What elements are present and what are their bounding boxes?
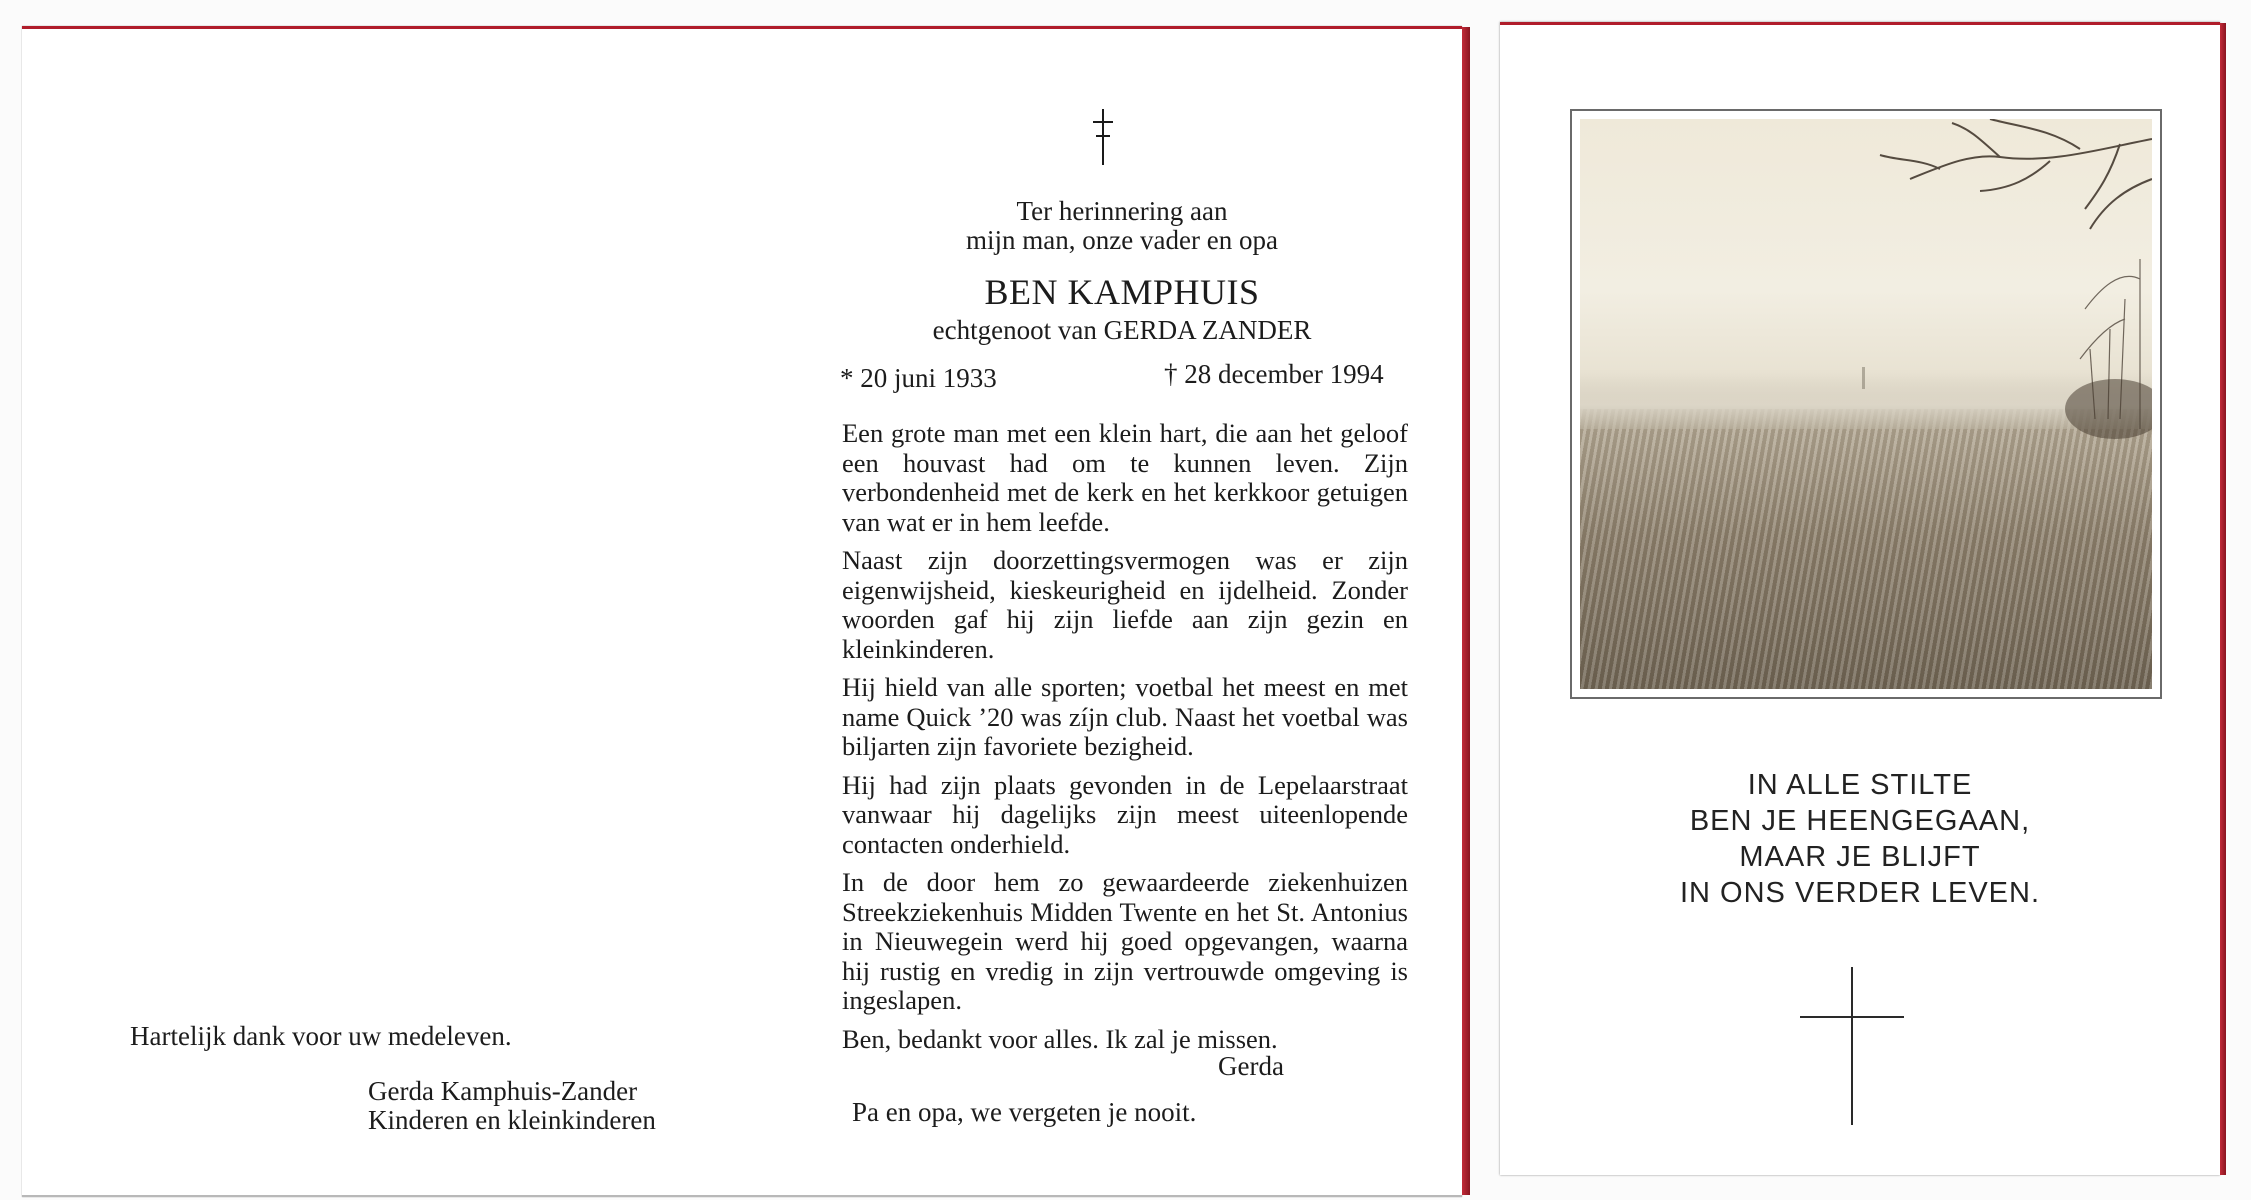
death-date: † 28 december 1994: [1164, 359, 1384, 389]
card-red-edge: [1462, 27, 1470, 1195]
card-red-edge: [2220, 23, 2226, 1175]
photo-frame: [1570, 109, 2162, 699]
eulogy-text: [842, 419, 1408, 1054]
spouse-line: echtgenoot van GERDA ZANDER: [932, 315, 1312, 345]
eulogy-paragraph: In de door hem zo gewaardeerde ziekenhuizen Streekziekenhuis Midden Twente en het St. Antonius in Nieuwegein werd hij goed opgevangen, waarna hij rustig en vredig in zijn vertrouwde omgeving is ingeslapen.: [842, 867, 1408, 1015]
deceased-name: BEN KAMPHUIS: [984, 272, 1260, 312]
poem-line: IN ONS VERDER LEVEN.: [1679, 877, 2041, 909]
closing-line: Pa en opa, we vergeten je nooit.: [852, 1097, 1197, 1127]
poem-line: BEN JE HEENGEGAAN,: [1689, 805, 2031, 837]
eulogy-paragraph: Ben, bedankt voor alles. Ik zal je missen.: [842, 1023, 1278, 1054]
thanks-line: Hartelijk dank voor uw medeleven.: [130, 1021, 512, 1051]
landscape-photo: [1580, 119, 2152, 689]
poem: [1500, 767, 2220, 911]
birth-date: * 20 juni 1933: [840, 363, 997, 393]
eulogy-paragraph: Naast zijn doorzettingsvermogen was er zijn eigenwijsheid, kieskeurigheid en ijdelheid. Zonder woorden gaf hij zijn liefde aan zijn gezin en kleinkinderen.: [842, 545, 1408, 664]
eulogy-paragraph: Een grote man met een klein hart, die aan het geloof een houvast had om te kunnen leven. Zijn verbondenheid met de kerk en het kerkkoor getuigen van wat er in hem leefde.: [842, 418, 1408, 537]
memorial-card-inner: [22, 26, 1462, 1197]
cross-icon: [1090, 109, 1116, 169]
memorial-card-front: [1500, 22, 2220, 1175]
family-signature: [368, 1077, 656, 1135]
family-line-1: Gerda Kamphuis-Zander: [368, 1076, 638, 1106]
intro-line-2: mijn man, onze vader en opa: [966, 225, 1278, 255]
signature: Gerda: [1218, 1051, 1284, 1081]
intro-text: [812, 197, 1432, 255]
poem-line: IN ALLE STILTE: [1747, 769, 1973, 801]
intro-line-1: Ter herinnering aan: [1016, 196, 1228, 226]
family-line-2: Kinderen en kleinkinderen: [368, 1105, 656, 1135]
cross-icon: [1800, 967, 1904, 1125]
tree-branches: [1580, 119, 2152, 689]
poem-line: MAAR JE BLIJFT: [1739, 841, 1981, 873]
eulogy-paragraph: Hij had zijn plaats gevonden in de Lepelaarstraat vanwaar hij dagelijks zijn meest uiteenlopende contacten onderhield.: [842, 769, 1408, 859]
eulogy-paragraph: Hij hield van alle sporten; voetbal het meest en met name Quick ’20 was zíjn club. Naast het voetbal was biljarten zijn favoriete bezigheid.: [842, 672, 1408, 761]
